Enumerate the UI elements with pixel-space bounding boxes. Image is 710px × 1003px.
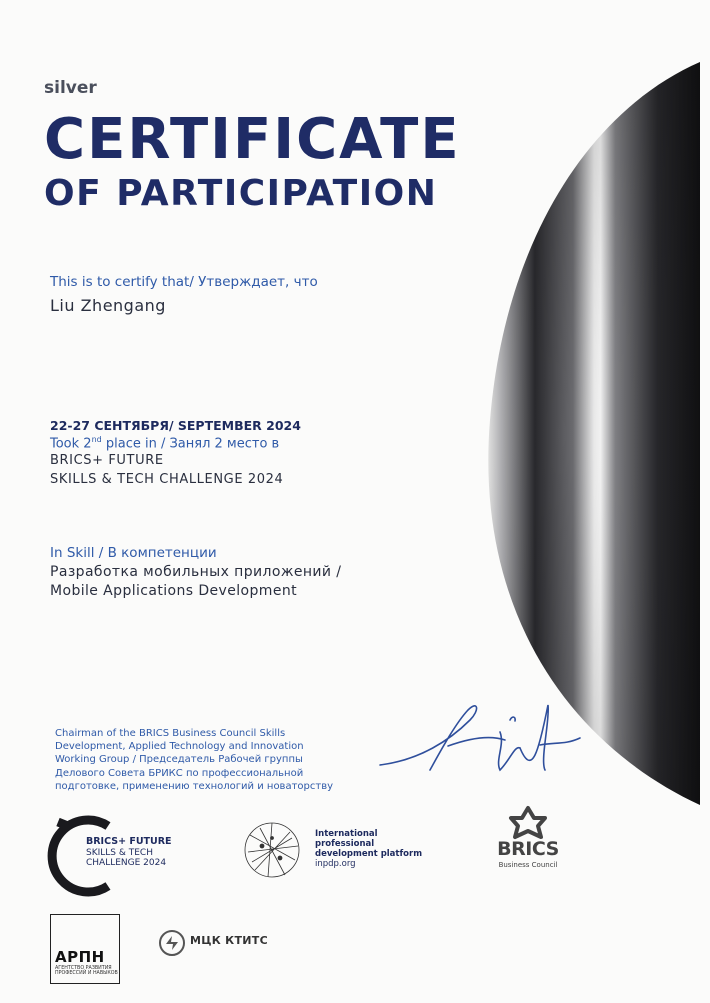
mck-logo-title: МЦК КТИТС (190, 934, 268, 947)
certify-text: This is to certify that/ Утверждает, что (50, 274, 318, 290)
chairman-line: Development, Applied Technology and Innovation (55, 741, 304, 753)
chairman-title (55, 727, 365, 793)
chairman-line: Working Group / Председатель Рабочей группы (55, 754, 303, 766)
skill-name-ru: Разработка мобильных приложений / (50, 564, 342, 580)
brics-star-icon (511, 808, 545, 837)
signature (380, 705, 580, 770)
event-name-line2: SKILLS & TECH CHALLENGE 2024 (50, 472, 284, 487)
brics-logo-sub: Business Council (498, 861, 558, 869)
certificate-title: CERTIFICATE (44, 107, 461, 172)
inpdp-line3: development platform (315, 849, 423, 859)
inpdp-line1: International (315, 829, 378, 839)
skill-heading: In Skill / В компетенции (50, 545, 217, 561)
recipient-name: Liu Zhengang (50, 296, 166, 315)
mck-logo-icon (160, 931, 184, 955)
inpdp-logo-text (315, 829, 422, 869)
certificate-subtitle: OF PARTICIPATION (44, 173, 438, 214)
placement-ordinal: nd (91, 435, 102, 444)
chairman-line: Делового Совета БРИКС по профессиональной (55, 767, 304, 779)
event-dates: 22-27 СЕНТЯБРЯ/ SEPTEMBER 2024 (50, 418, 301, 433)
arpn-logo-title: АРПН (55, 948, 105, 966)
inpdp-network-logo (245, 823, 299, 877)
chairman-line: подготовке, применению технологий и новаторству (55, 780, 334, 792)
chairman-line: Chairman of the BRICS Business Council Skills (55, 728, 286, 739)
inpdp-url: inpdp.org (315, 859, 356, 869)
challenge-logo-line3: CHALLENGE 2024 (86, 858, 167, 868)
placement-prefix: Took 2 (50, 436, 92, 452)
challenge-logo-line2: SKILLS & TECH (86, 847, 153, 858)
challenge-logo-line1: BRICS+ FUTURE (86, 836, 172, 847)
skill-name-en: Mobile Applications Development (50, 583, 297, 599)
certificate-level: silver (44, 78, 97, 98)
placement-suffix: place in / Занял 2 место в (101, 436, 280, 452)
event-name-line1: BRICS+ FUTURE (50, 453, 164, 468)
placement-text (50, 435, 279, 451)
sphere-shade (488, 62, 700, 805)
inpdp-line2: professional (315, 839, 375, 849)
brics-logo-word: BRICS (497, 838, 559, 860)
challenge-logo-text (86, 837, 172, 869)
arpn-logo-sub: АГЕНТСТВО РАЗВИТИЯ ПРОФЕССИЙ И НАВЫКОВ (55, 966, 118, 977)
